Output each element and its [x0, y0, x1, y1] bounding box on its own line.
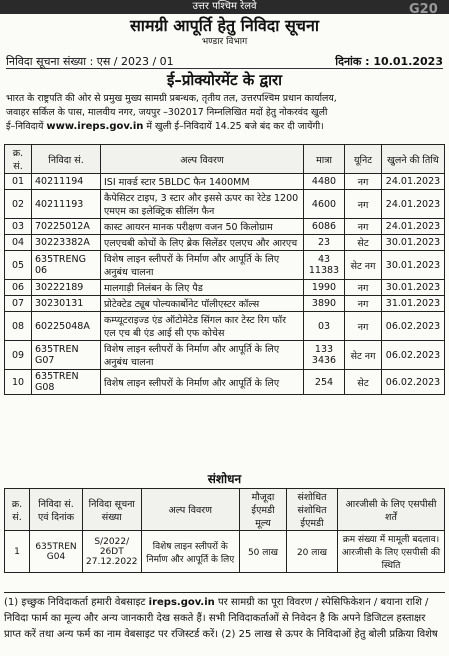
table-cell: 06.02.2023 [382, 341, 445, 370]
table-row [5, 190, 445, 219]
table-cell: सेट [345, 235, 382, 251]
col-qty: मात्रा [304, 145, 345, 174]
table-cell: 31.01.2023 [382, 296, 445, 312]
table-header-row: क्र. सं. निविदा सं. एवं दिनांक निविदा सूचना संख्या अल्प विवरण मौजूदा ईएमडी मूल्य संशोधित संशोधित ईएमडी आरजीसी के लिए एसपीसी शर्तें [5, 489, 445, 531]
reference-line [6, 54, 443, 69]
table-cell: 23 [304, 235, 345, 251]
table-cell: प्रोटेक्टेड ट्यूब पोल्यकार्बोनेट पॉलीएस्टर कॉल्स [101, 296, 304, 312]
table-cell: S/2022/ 26DT 27.12.2022 [83, 531, 142, 573]
table-cell: 60225048A [32, 312, 101, 341]
table-cell: विशेष लाइन स्लीपरों के निर्माण और आपूर्ति के लिए अनुबंध चालना [101, 251, 304, 280]
intro-paragraph [6, 92, 443, 134]
table-cell: नग [345, 219, 382, 235]
table-cell: 04 [5, 235, 32, 251]
table-row [5, 235, 445, 251]
amendment-title: संशोधन [207, 472, 242, 486]
col-unit: यूनिट [345, 145, 382, 174]
table-cell: 43 11383 [304, 251, 345, 280]
table-cell: 08 [5, 312, 32, 341]
table-cell: 10 [5, 370, 32, 395]
amendment-table [4, 488, 445, 573]
table-cell: 06.02.2023 [382, 312, 445, 341]
intro-line: भारत के राष्ट्रपति की ओर से प्रमुख मुख्य सामग्री प्रबन्धक, तृतीय तल, उत्तरपश्चिम प्रधान कार्यालय, [6, 93, 337, 104]
subtitle: ई–प्रोक्योरमेंट के द्वारा [166, 71, 283, 89]
table-cell: सेट नग [345, 341, 382, 370]
notes-paragraph: (1) इच्छुक निविदाकर्ता हमारी वेबसाइट ireps.gov.in पर सामग्री का पूरा विवरण / स्पेसिफिकेशन / बयाना राशि / निविदा फार्म का मूल्य और अन्य जानकारी देख सकते हैं। सभी निविदाकर्ताओं से निवेदन है कि अपने डिजिटल हस्ताक्षर प्राप्त करें तथा अन्य फर्म का नाम वेबसाइट पर रजिस्टर्ड करें। (2) 25 लाख से ऊपर के निविदाओं हेतु बोली प्रक्रिया विशेष [4, 592, 445, 643]
table-row [5, 296, 445, 312]
table-cell: 4600 [304, 190, 345, 219]
website-link[interactable]: www.ireps.gov.in [46, 121, 144, 132]
table-cell: 06 [5, 280, 32, 296]
table-cell: 24.01.2023 [382, 190, 445, 219]
table-cell: 20 लाख [287, 531, 338, 573]
tender-table [4, 144, 445, 395]
table-row [5, 341, 445, 370]
table-cell: 635TREN G04 [30, 531, 83, 573]
table-cell: कम्प्यूटराइज्ड एंड ऑटोमेटेड सिंगल कार टेस्ट रिग फॉर एल एच बी एंड आई सी एफ कोचेस [101, 312, 304, 341]
table-cell: 50 लाख [240, 531, 287, 573]
notice-date: दिनांक : 10.01.2023 [335, 55, 443, 68]
table-cell: सेट [345, 370, 382, 395]
table-cell: 40211194 [32, 174, 101, 190]
table-cell: 30223382A [32, 235, 101, 251]
table-row [5, 251, 445, 280]
table-cell: नग [345, 312, 382, 341]
table-cell: 05 [5, 251, 32, 280]
table-cell: 06.02.2023 [382, 370, 445, 395]
department-label: भण्डार विभाग [201, 37, 248, 47]
table-cell: कास्ट आयरन मानक परीक्षण वजन 50 किलोग्राम [101, 219, 304, 235]
table-cell: 03 [5, 219, 32, 235]
g20-logo-icon: G20 [409, 2, 438, 17]
table-row [5, 174, 445, 190]
table-cell: 30.01.2023 [382, 235, 445, 251]
notice-title: सामग्री आपूर्ति हेतु निविदा सूचना [129, 16, 319, 35]
col-tender-no: निविदा सं. [32, 145, 101, 174]
table-cell: विशेष लाइन स्लीपरों के निर्माण और आपूर्ति के लिए अनुबंध चालना [101, 341, 304, 370]
table-cell: एलएचबी कोचों के लिए ब्रेक सिलेंडर एलएच और आरएच [101, 235, 304, 251]
table-cell: 133 3436 [304, 341, 345, 370]
table-row [5, 370, 445, 395]
intro-line: जवाहर सर्किल के पास, मालवीय नगर, जयपुर –302017 निम्नलिखित मदों हेतु नोकरवंद खुली [6, 107, 328, 118]
table-cell: 635TREN G07 [32, 341, 101, 370]
top-banner: उत्तर पश्चिम रेलवे [0, 0, 449, 14]
table-cell: 6086 [304, 219, 345, 235]
table-cell: 30222189 [32, 280, 101, 296]
table-cell: 24.01.2023 [382, 174, 445, 190]
table-cell: विशेष लाइन स्लीपरों के निर्माण और आपूर्ति के लिए [141, 531, 239, 573]
table-cell: सेट नग [345, 251, 382, 280]
table-cell: 02 [5, 190, 32, 219]
divider [6, 68, 443, 69]
table-cell: 30.01.2023 [382, 251, 445, 280]
table-cell: 4480 [304, 174, 345, 190]
table-cell: 635TREN G08 [32, 370, 101, 395]
intro-line: ई–निविदायें www.ireps.gov.in में खुली ई–निविदायें 14.25 बजे बंद कर दी जायेंगी। [6, 121, 324, 132]
table-cell: 07 [5, 296, 32, 312]
table-cell: 1990 [304, 280, 345, 296]
table-cell: 01 [5, 174, 32, 190]
website-link[interactable]: ireps.gov.in [148, 597, 215, 608]
table-cell: मालगाड़ी निलंबन के लिए पैड [101, 280, 304, 296]
table-cell: नग [345, 174, 382, 190]
col-description: अल्प विवरण [101, 145, 304, 174]
table-row [5, 280, 445, 296]
table-cell: 254 [304, 370, 345, 395]
table-cell: 30230131 [32, 296, 101, 312]
table-cell: विशेष लाइन स्लीपरों के निर्माण और आपूर्ति के लिए [101, 370, 304, 395]
col-opening-date: खुलने की तिथि [382, 145, 445, 174]
table-cell: 40211193 [32, 190, 101, 219]
table-cell: 30.01.2023 [382, 280, 445, 296]
table-cell: नग [345, 190, 382, 219]
table-cell: 1 [5, 531, 30, 573]
table-cell: क्रम संख्या में मामूली बदलाव। आरजीसी के लिए एसपीसी की स्थिति [338, 531, 445, 573]
table-cell: नग [345, 296, 382, 312]
table-cell: 3890 [304, 296, 345, 312]
table-cell: 635TRENG 06 [32, 251, 101, 280]
table-cell: ISI मार्क्ड स्टार 5BLDC फैन 1400MM [101, 174, 304, 190]
table-cell: नग [345, 280, 382, 296]
table-cell: 24.01.2023 [382, 219, 445, 235]
table-cell: कैपेसिटर टाइप, 3 स्टार और इससे ऊपर का रेटेड 1200 एमएम का इलेक्ट्रिक सीलिंग फैन [101, 190, 304, 219]
col-sn: क्र. सं. [5, 145, 32, 174]
table-header-row [5, 145, 445, 174]
table-row [5, 312, 445, 341]
table-cell: 09 [5, 341, 32, 370]
notice-number: निविदा सूचना संख्या : एस / 2023 / 01 [6, 55, 174, 68]
table-row [5, 219, 445, 235]
table-cell: 70225012A [32, 219, 101, 235]
table-cell: 03 [304, 312, 345, 341]
table-row [5, 531, 445, 573]
